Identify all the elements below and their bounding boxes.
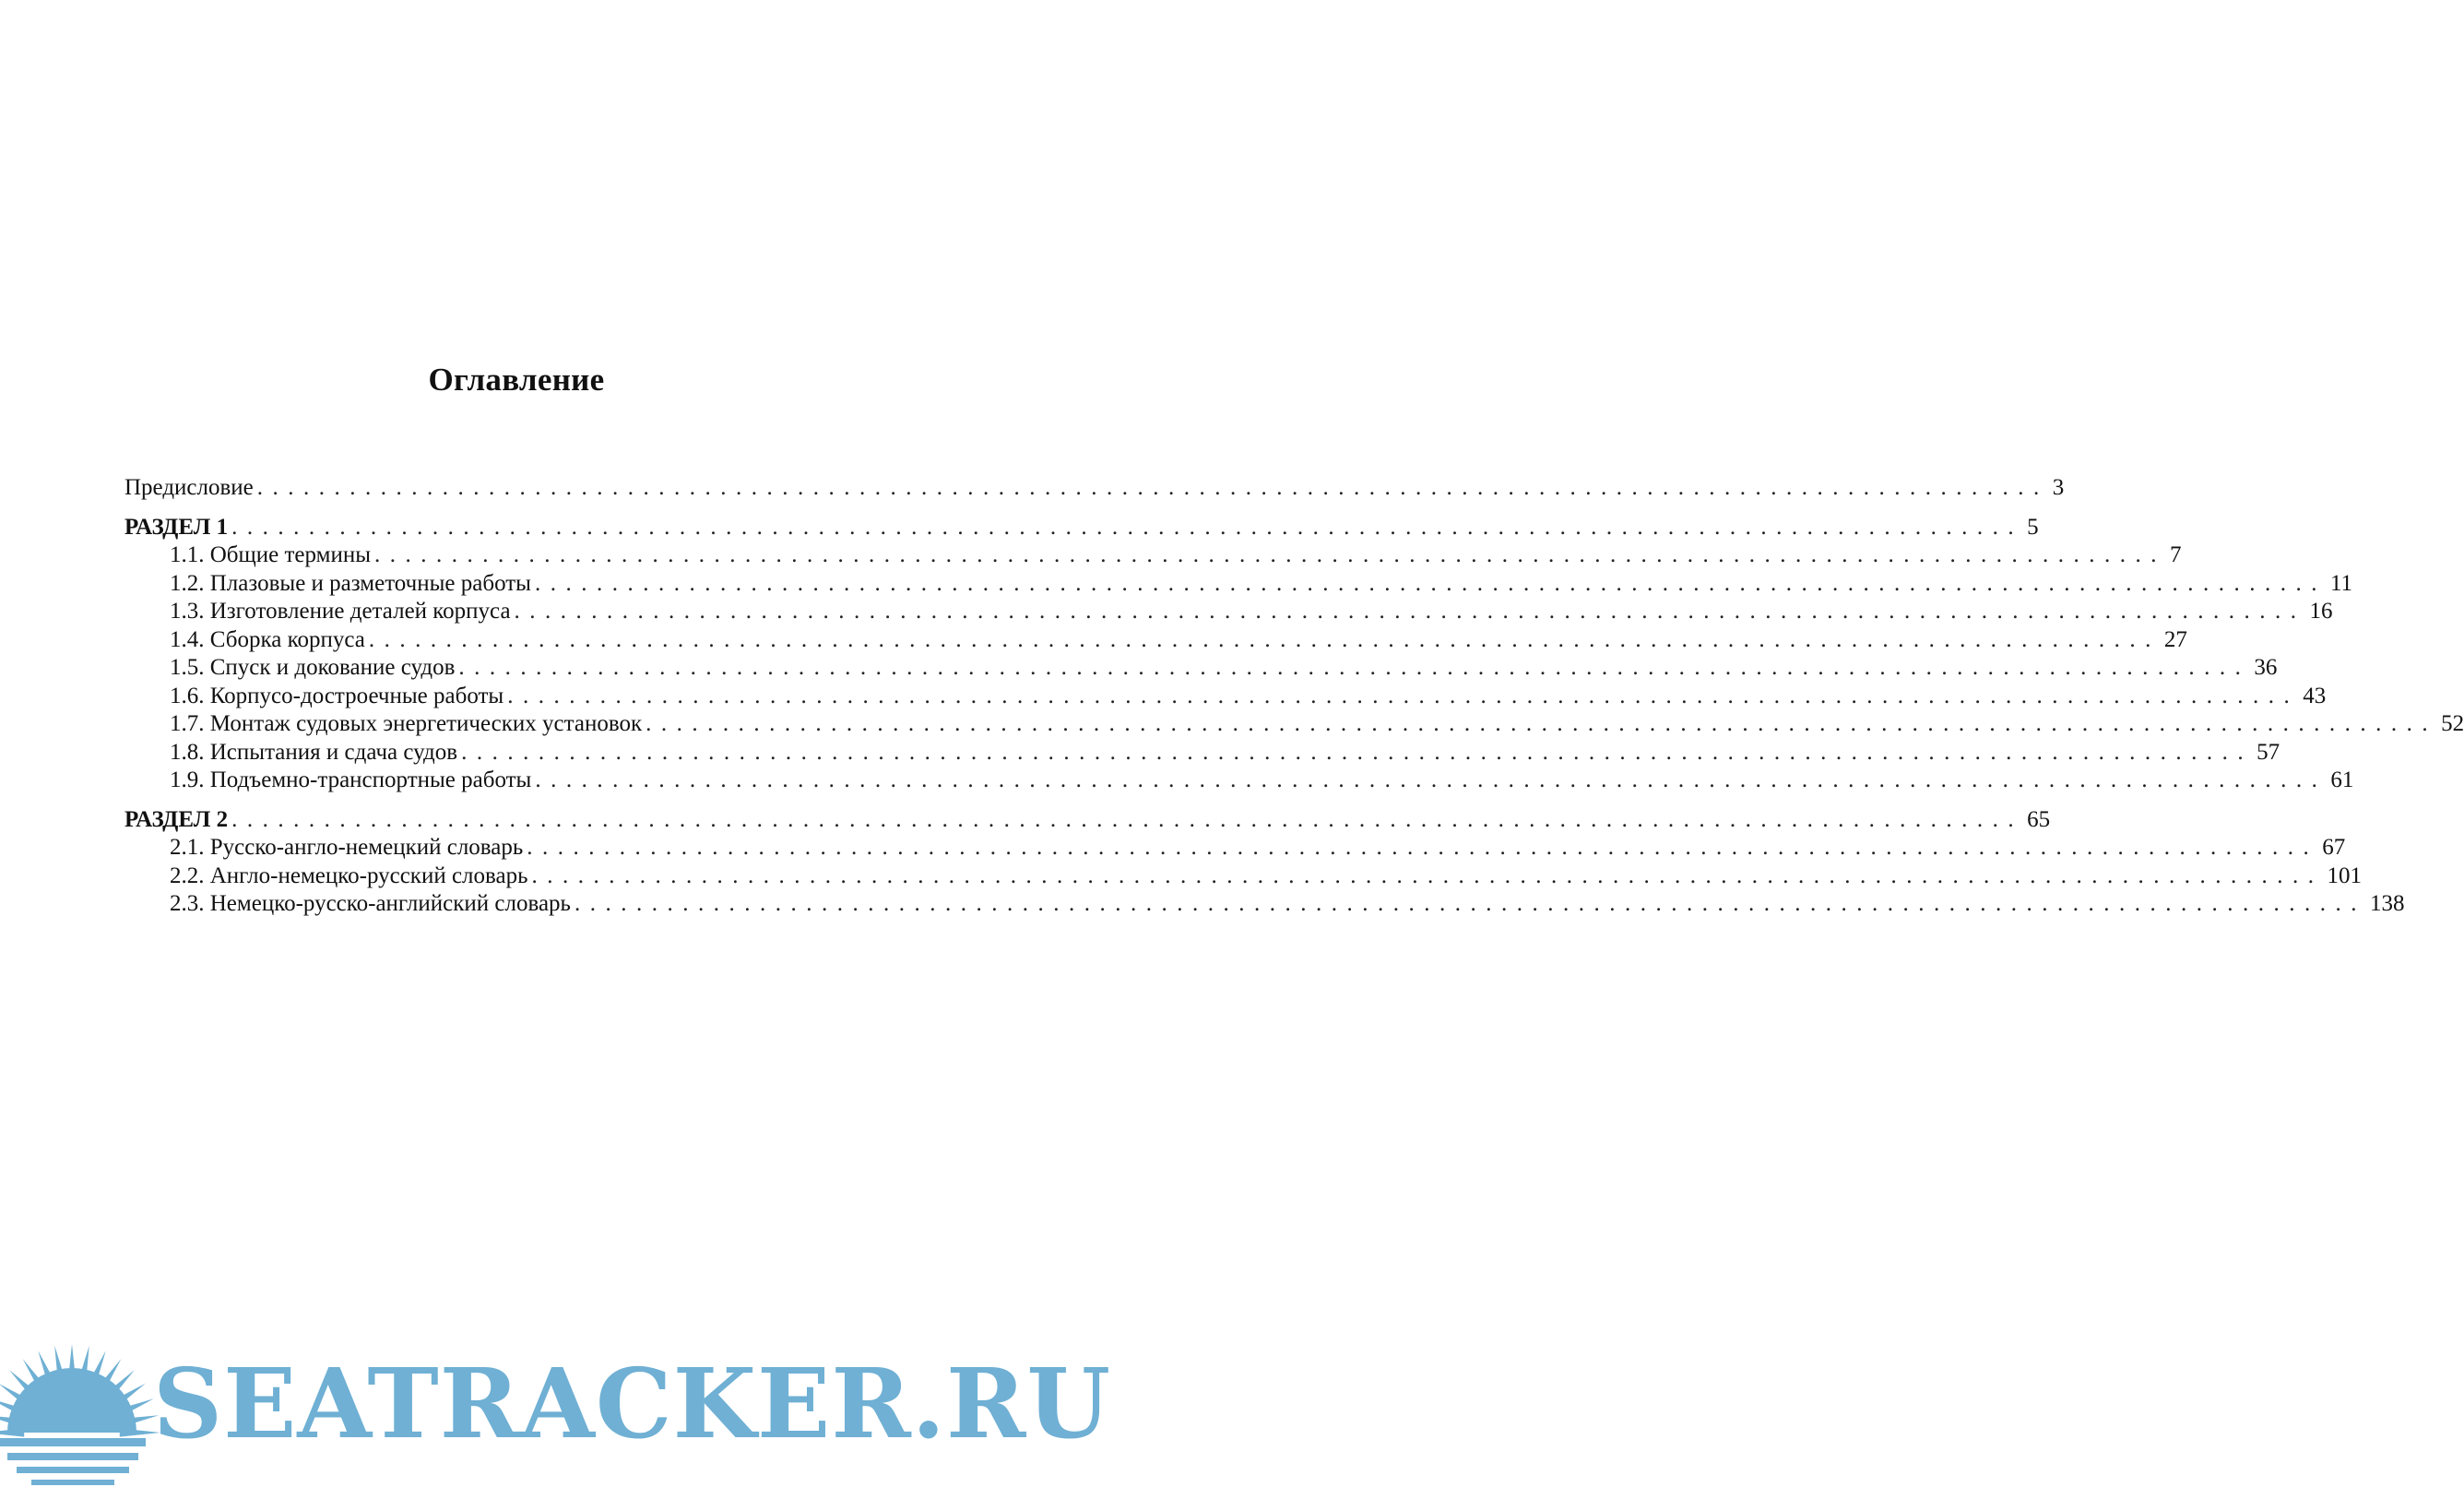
toc-entry-page: 67 bbox=[2322, 835, 2346, 860]
toc-entry-label: 1.3. Изготовление деталей корпуса bbox=[170, 599, 511, 624]
toc-entry-2-3[interactable] bbox=[124, 890, 2405, 919]
toc-entry-2-2[interactable] bbox=[124, 863, 2363, 891]
toc-entry-1-4[interactable] bbox=[124, 626, 2187, 655]
toc-entry-label: Предисловие bbox=[124, 475, 254, 500]
toc-entry-1-6[interactable] bbox=[124, 683, 2327, 711]
toc-entry-page: 11 bbox=[2329, 570, 2353, 596]
toc-entry-label: РАЗДЕЛ 1 bbox=[124, 514, 229, 540]
toc-entry-page: 57 bbox=[2257, 739, 2280, 765]
toc-entry-1-7[interactable] bbox=[124, 710, 2464, 739]
toc-entry-label: 1.8. Испытания и сдача судов bbox=[170, 739, 458, 765]
toc-entry-1-5[interactable] bbox=[124, 654, 2278, 683]
dot-leader bbox=[535, 767, 2327, 795]
toc-entry-label: 2.2. Англо-немецко-русский словарь bbox=[170, 863, 528, 888]
toc-entry-label: 1.9. Подъемно-транспортные работы bbox=[170, 767, 532, 792]
watermark-text: SEATRACKER.RU bbox=[153, 1347, 1112, 1460]
toc-entry-1-9[interactable] bbox=[124, 767, 2354, 795]
toc-entry-label: 1.2. Плазовые и разметочные работы bbox=[170, 570, 531, 596]
dot-leader bbox=[646, 710, 2437, 739]
dot-leader bbox=[374, 541, 2166, 570]
dot-leader bbox=[369, 626, 2161, 655]
toc-entry-page: 16 bbox=[2309, 599, 2333, 624]
dot-leader bbox=[231, 514, 2023, 542]
toc-entry-1-3[interactable] bbox=[124, 598, 2333, 626]
toc-entry-preface[interactable] bbox=[124, 474, 2065, 503]
dot-leader bbox=[257, 474, 2049, 503]
dot-leader bbox=[231, 806, 2023, 835]
toc-entry-label: 1.5. Спуск и докование судов bbox=[170, 655, 456, 680]
dot-leader bbox=[535, 570, 2327, 599]
dot-leader bbox=[527, 834, 2318, 863]
table-of-contents bbox=[124, 474, 2464, 919]
toc-entry-page: 52 bbox=[2441, 711, 2464, 736]
toc-entry-page: 65 bbox=[2027, 806, 2051, 832]
toc-entry-section-2[interactable] bbox=[124, 806, 2051, 835]
toc-entry-1-8[interactable] bbox=[124, 739, 2280, 767]
toc-entry-label: 1.7. Монтаж судовых энергетических установок bbox=[170, 711, 643, 736]
toc-entry-label: 2.1. Русско-англо-немецкий словарь bbox=[170, 835, 524, 860]
toc-entry-page: 61 bbox=[2330, 767, 2354, 792]
toc-entry-1-1[interactable] bbox=[124, 541, 2182, 570]
toc-entry-label: РАЗДЕЛ 2 bbox=[124, 806, 229, 832]
dot-leader bbox=[515, 598, 2306, 626]
dot-leader bbox=[575, 890, 2366, 919]
toc-entry-page: 101 bbox=[2327, 863, 2363, 888]
toc-entry-label: 1.1. Общие термины bbox=[170, 542, 372, 567]
dot-leader bbox=[458, 654, 2250, 683]
toc-entry-label: 1.6. Корпусо-достроечные работы bbox=[170, 683, 504, 708]
page-title: Оглавление bbox=[428, 362, 605, 398]
toc-entry-page: 27 bbox=[2163, 626, 2187, 652]
toc-entry-section-1[interactable] bbox=[124, 514, 2039, 542]
toc-entry-page: 36 bbox=[2254, 655, 2278, 680]
toc-entry-page: 138 bbox=[2369, 891, 2405, 916]
toc-entry-2-1[interactable] bbox=[124, 834, 2346, 863]
toc-entry-page: 3 bbox=[2052, 475, 2065, 500]
toc-entry-label: 2.3. Немецко-русско-английский словарь bbox=[170, 891, 571, 916]
dot-leader bbox=[507, 683, 2299, 711]
toc-entry-1-2[interactable] bbox=[124, 570, 2353, 599]
toc-entry-label: 1.4. Сборка корпуса bbox=[170, 626, 365, 652]
toc-entry-page: 5 bbox=[2027, 514, 2039, 540]
dot-leader bbox=[532, 863, 2324, 891]
toc-entry-page: 7 bbox=[2170, 542, 2182, 567]
toc-entry-page: 43 bbox=[2303, 683, 2327, 708]
dot-leader bbox=[461, 739, 2253, 767]
